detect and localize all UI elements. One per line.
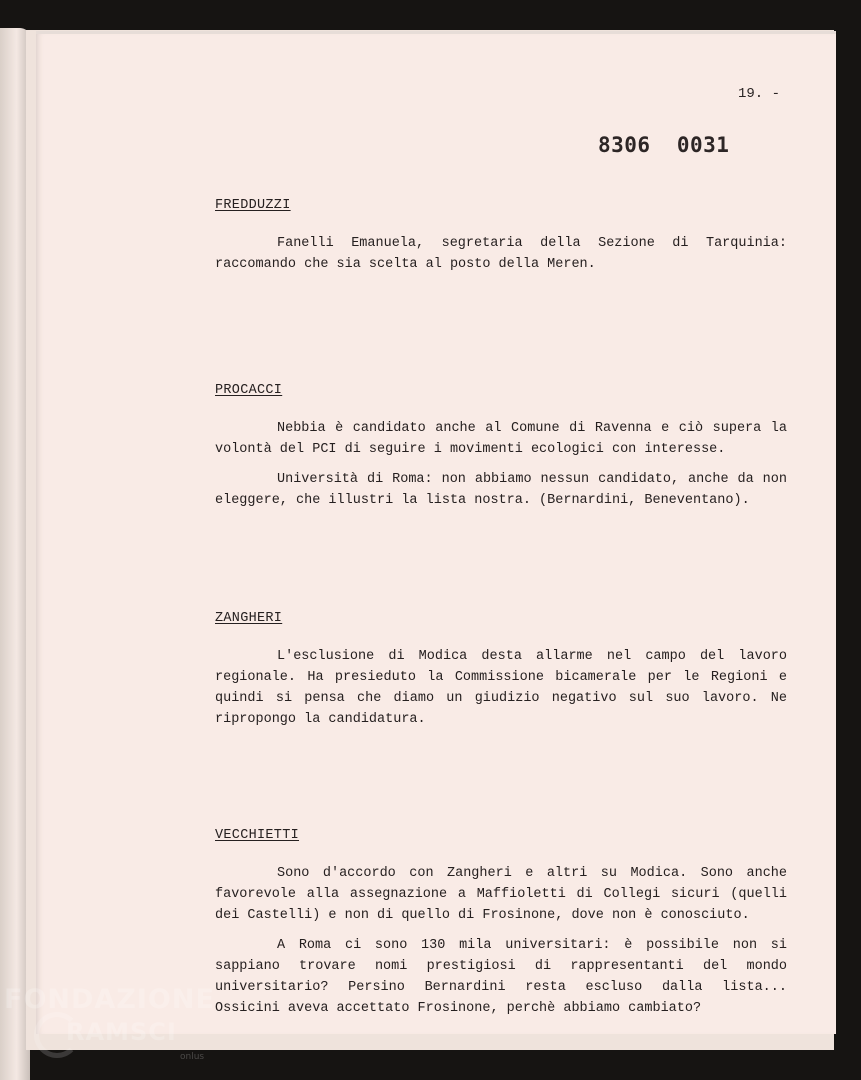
section-procacci (215, 383, 787, 520)
watermark-line3: onlus (180, 1052, 205, 1062)
speaker-heading: FREDDUZZI (215, 198, 291, 213)
section-zangheri (215, 611, 787, 739)
watermark-line2: RAMSCI (66, 1018, 177, 1046)
speaker-heading: PROCACCI (215, 383, 283, 398)
foundation-watermark-logo (4, 984, 215, 1062)
paragraph: Sono d'accordo con Zangheri e altri su Modica. Sono anche favorevole alla assegnazione a Maffioletti di Collegi sicuri (quelli dei Castelli) e non di quello di Frosinone, dove non è conosciuto. (215, 866, 787, 923)
paragraph: L'esclusione di Modica desta allarme nel campo del lavoro regionale. Ha presieduto la Commissione bicamerale per le Regioni e quindi si pensa che diamo un giudizio negativo sul suo lavoro. Ne ripropongo la candidatura. (215, 649, 787, 727)
section-fredduzzi (215, 198, 787, 284)
page-number: 19. - (738, 86, 781, 102)
speaker-heading: ZANGHERI (215, 611, 283, 626)
paragraph: Nebbia è candidato anche al Comune di Ravenna e ciò supera la volontà del PCI di seguire i movimenti ecologici con interesse. (215, 421, 787, 457)
paragraph: Fanelli Emanuela, segretaria della Sezione di Tarquinia: raccomando che sia scelta al posto della Meren. (215, 236, 787, 272)
archive-stamp-number: 8306 0031 (598, 133, 730, 157)
watermark-line1: FONDAZIONE (4, 984, 215, 1015)
paragraph: Università di Roma: non abbiamo nessun candidato, anche da non eleggere, che illustri la lista nostra. (Bernardini, Beneventano). (215, 472, 787, 508)
section-vecchietti (215, 828, 787, 1028)
speaker-heading: VECCHIETTI (215, 828, 300, 843)
paragraph: A Roma ci sono 130 mila universitari: è possibile non si sappiano trovare nomi prestigiosi di rappresentanti del mondo universitario? Persino Bernardini resta escluso dalla lista... Ossicini aveva accettato Frosinone, perchè abbiamo cambiato? (215, 938, 787, 1016)
